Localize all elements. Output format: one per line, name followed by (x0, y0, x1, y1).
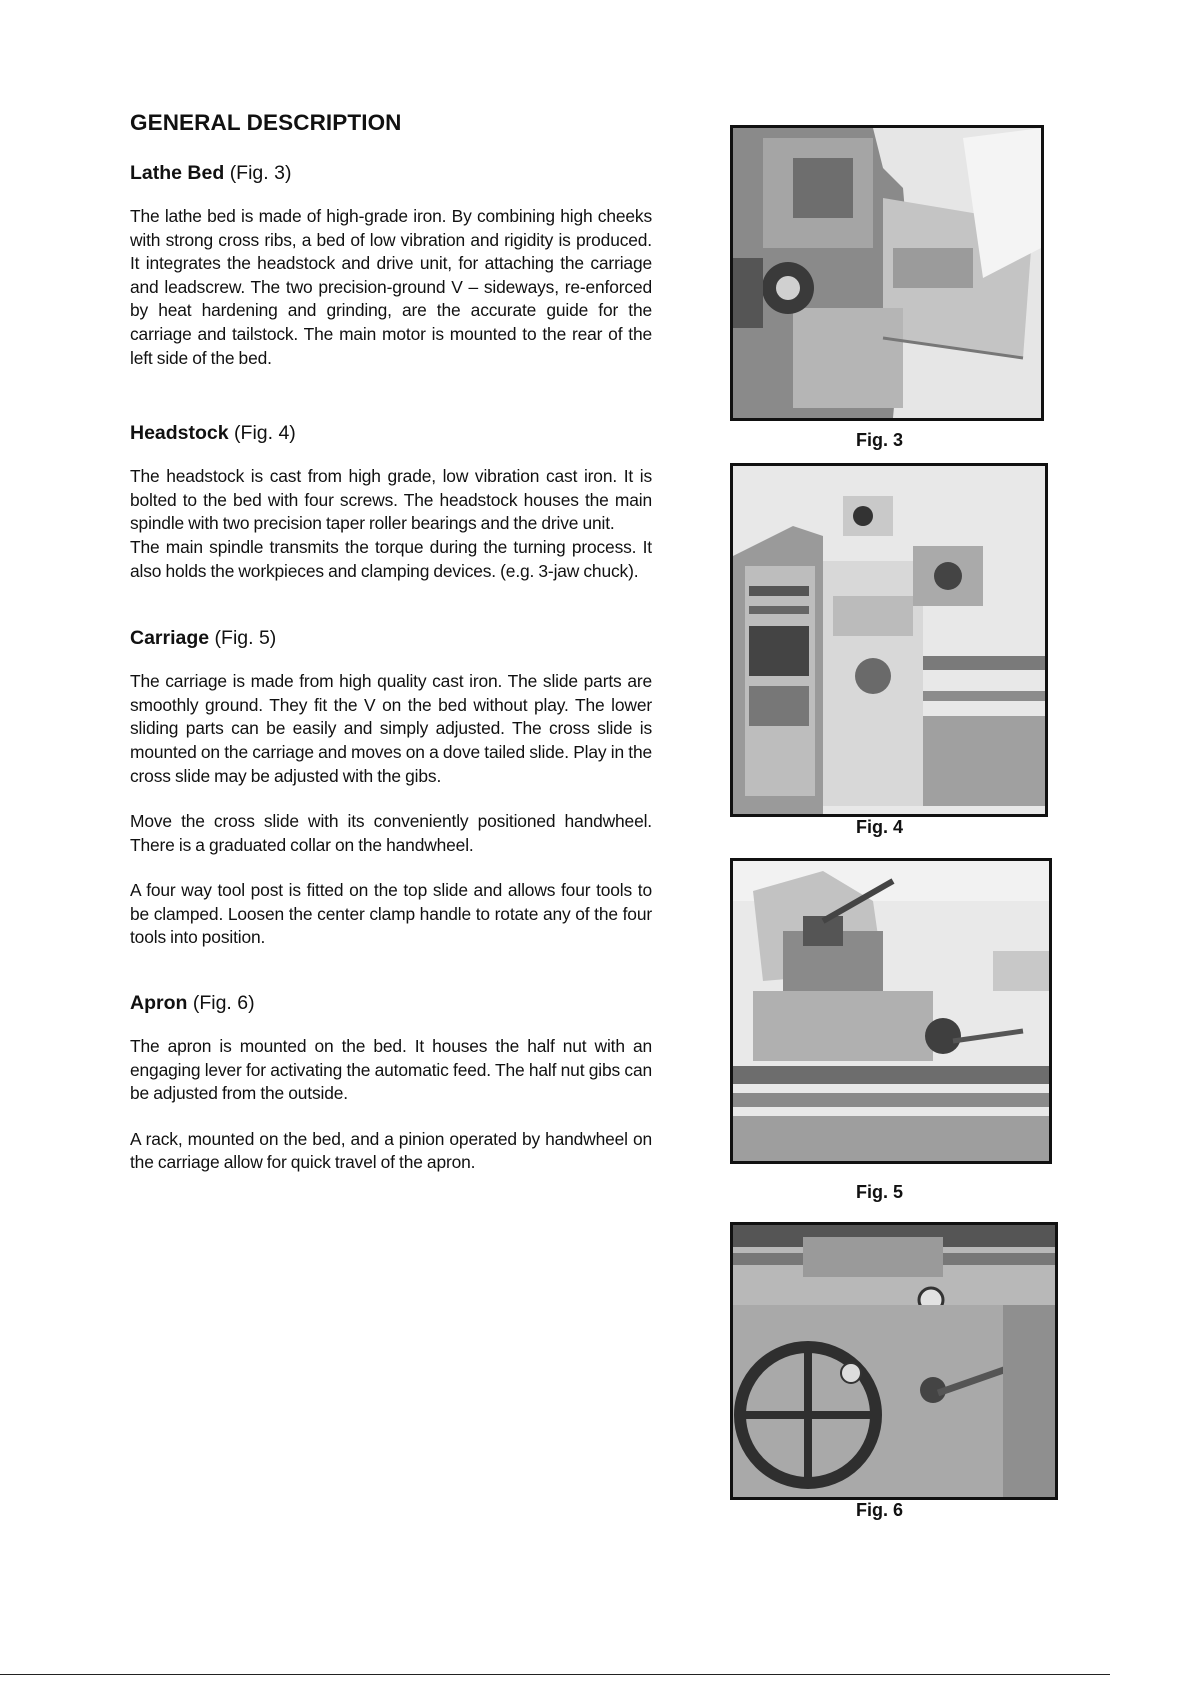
section-headstock (130, 422, 652, 583)
section-heading (130, 422, 652, 445)
figure-reference: (Fig. 3) (229, 162, 292, 184)
section-heading (130, 627, 652, 650)
paragraph: A four way tool post is fitted on the top slide and allows four tools to be clamped. Loosen the center clamp handle to rotate any of the four tools into position. (130, 880, 652, 948)
section-lathe-bed (130, 162, 652, 370)
paragraph: The main spindle transmits the torque during the turning process. It also holds the workpieces and clamping devices. (e.g. 3-jaw chuck). (130, 536, 652, 581)
section-heading (130, 162, 652, 185)
apron-illustration (733, 1225, 1055, 1497)
section-title: Carriage (130, 627, 210, 650)
carriage-illustration (733, 861, 1049, 1161)
figure-reference: (Fig. 5) (214, 627, 277, 650)
section-carriage (130, 627, 652, 950)
figure-reference: (Fig. 4) (234, 422, 296, 445)
figure-reference: (Fig. 6) (192, 992, 255, 1015)
figure-caption: Fig. 3 (856, 430, 904, 450)
figure-apron-photo (730, 1222, 1058, 1500)
text-column (130, 110, 652, 1175)
figure-caption: Fig. 4 (856, 817, 904, 837)
page-title: GENERAL DESCRIPTION (130, 110, 402, 135)
paragraph: The headstock is cast from high grade, low vibration cast iron. It is bolted to the bed with four screws. The headstock houses the main spindle with two precision taper roller bearings and the drive unit. (130, 466, 652, 534)
section-heading (130, 992, 652, 1015)
figure-caption: Fig. 5 (856, 1182, 904, 1202)
footer-rule (0, 1674, 1110, 1675)
paragraph: The apron is mounted on the bed. It houses the half nut with an engaging lever for activating the automatic feed. The half nut gibs can be adjusted from the outside. (130, 1036, 652, 1104)
paragraph: Move the cross slide with its conveniently positioned handwheel. There is a graduated collar on the handwheel. (130, 811, 652, 855)
lathe-bed-illustration (733, 128, 1041, 418)
paragraph: A rack, mounted on the bed, and a pinion operated by handwheel on the carriage allow for quick travel of the apron. (130, 1128, 652, 1173)
paragraph: The carriage is made from high quality cast iron. The slide parts are smoothly ground. They fit the V on the bed without play. The lower sliding parts can be easily and simply adjusted. The cross slide is mounted on the carriage and moves on a dove tailed slide. Play in the cross slide may be adjusted with the gibs. (130, 671, 652, 786)
paragraph: The lathe bed is made of high-grade iron. By combining high cheeks with strong cross ribs, a bed of low vibration and rigidity is produced. It integrates the headstock and drive unit, for attaching the carriage and leadscrew. The two precision-ground V – sideways, re-enforced by heat hardening and grinding, are the accurate guide for the carriage and tailstock. The main motor is mounted to the rear of the left side of the bed. (130, 206, 652, 368)
section-title: Headstock (130, 422, 229, 445)
section-title: Apron (130, 992, 188, 1015)
headstock-illustration (733, 466, 1045, 814)
section-title: Lathe Bed (130, 162, 225, 184)
figure-lathe-bed-photo (730, 125, 1044, 421)
section-apron (130, 992, 652, 1175)
figure-caption: Fig. 6 (856, 1500, 904, 1520)
figure-carriage-photo (730, 858, 1052, 1164)
figure-headstock-photo (730, 463, 1048, 817)
